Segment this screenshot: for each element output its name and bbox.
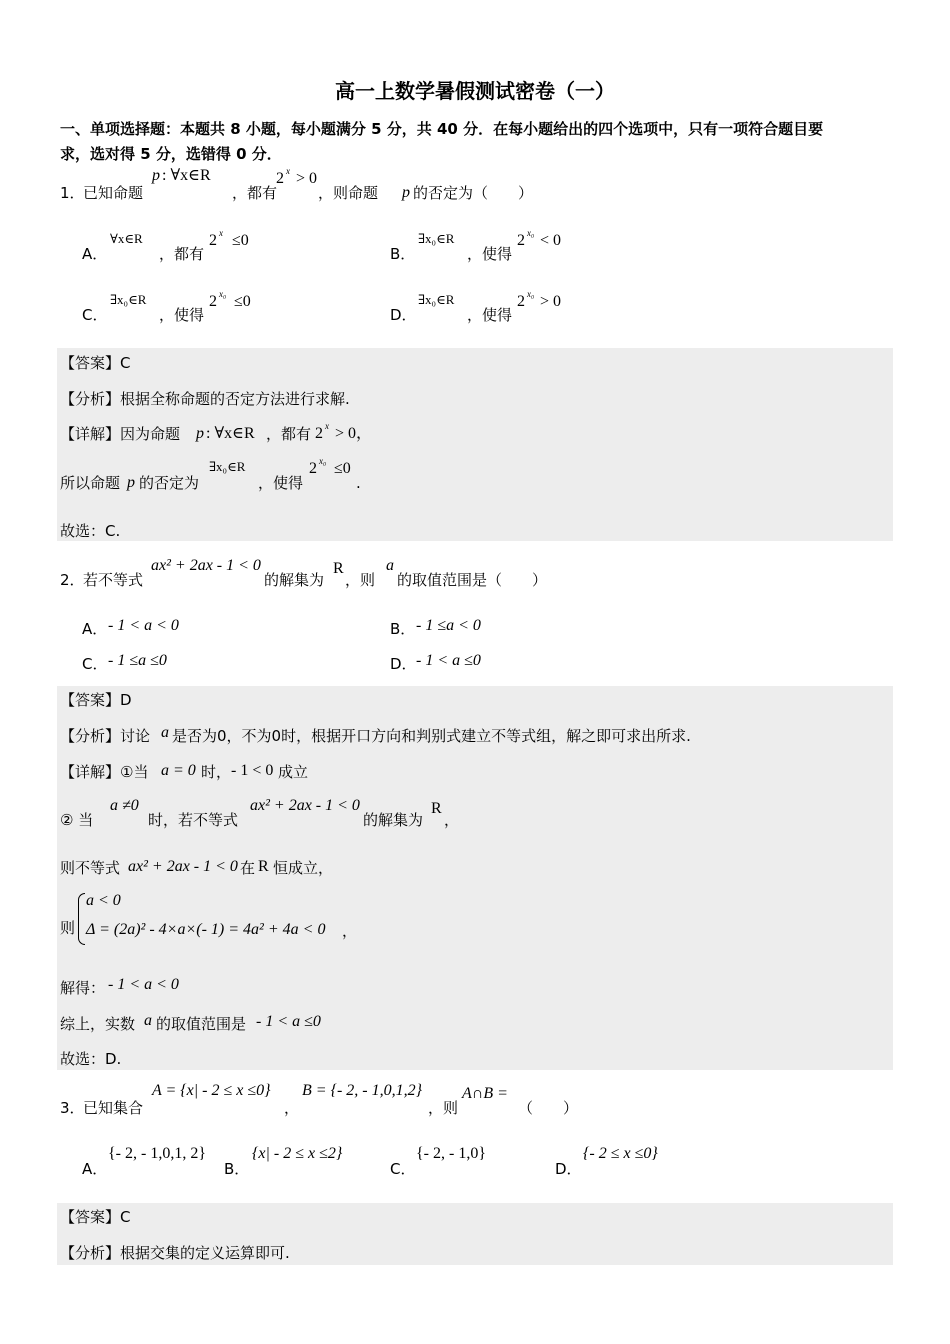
option-label: B． (390, 245, 416, 263)
q2-detail-2-ineq: ax² + 2ax - 1 < 0 (250, 797, 360, 814)
q1-so-quantifier: ∃x₀∈R (209, 459, 246, 474)
q2-detail-2-ne: a ≠0 (110, 797, 139, 814)
q2-detail-3-R: R (258, 858, 269, 875)
q2-detail-3-end: 恒成立， (273, 859, 334, 877)
q1-so-p: p (127, 474, 135, 491)
q3-analysis: 【分析】根据交集的定义运算即可. (60, 1244, 290, 1262)
option-label: C． (390, 1160, 416, 1178)
option-expression: - 1 ≤a < 0 (416, 617, 481, 634)
q2-system-then: 则 (60, 919, 76, 937)
option-relation: < 0 (540, 232, 562, 249)
q2-text-4: 的取值范围是（ ） (397, 571, 548, 589)
option-quantifier: ∃x₀∈R (418, 231, 455, 246)
q2-solve-label: 解得： (60, 979, 106, 997)
q1-so-dot: . (356, 474, 361, 492)
q2-detail-3-ineq: ax² + 2ax - 1 < 0 (128, 858, 238, 875)
q2-summary-label: 综上，实数 (60, 1015, 136, 1033)
q1-detail-gt0: > 0， (335, 425, 373, 442)
option-label: D． (390, 306, 417, 324)
q2-detail-2-text-2: 的解集为 (363, 811, 424, 829)
q1-two: 2 (276, 170, 284, 187)
q3-comma-1: ， (284, 1099, 300, 1117)
q1-answer: 【答案】C (60, 354, 131, 372)
q2-detail-1-label: 【详解】①当 (60, 763, 149, 781)
q1-detail-text: ，都有 (266, 425, 312, 443)
q1-text-1: 已知命题 (83, 184, 144, 202)
option-label: C． (82, 306, 108, 324)
option-expression: {- 2, - 1,0,1, 2} (108, 1145, 207, 1162)
q2-summary-text: 的取值范围是 (156, 1015, 247, 1033)
option-exponent: x₀ (219, 289, 227, 299)
option-label: A． (82, 620, 108, 638)
option-relation: ≤0 (234, 293, 251, 310)
q2-text-3: ，则 (345, 571, 376, 589)
q1-prop-p: p (152, 167, 160, 184)
q3-intersection: A∩B = (462, 1085, 508, 1102)
option-separator: ，使得 (467, 245, 513, 263)
option-separator: ，使得 (159, 306, 205, 324)
q1-exp-x: x (286, 166, 290, 176)
option-base: 2 (209, 232, 217, 249)
option-separator: ，都有 (159, 245, 205, 263)
q2-choose: 故选：D. (60, 1050, 122, 1068)
q2-analysis-text: 是否为0，不为0时，根据开口方向和判别式建立不等式组，解之即可求出所求. (172, 727, 691, 745)
option-exponent: x (219, 228, 223, 238)
q2-number: 2． (60, 571, 85, 589)
q1-analysis: 【分析】根据全称命题的否定方法进行求解. (60, 390, 350, 408)
q1-so-exp: x₀ (319, 456, 327, 466)
q2-R: R (333, 560, 344, 577)
q3-text-1: 已知集合 (83, 1099, 144, 1117)
q2-analysis-label: 【分析】讨论 (60, 727, 151, 745)
q1-so-text-2: 的否定为 (139, 474, 200, 492)
q3-text-2: ，则 (428, 1099, 459, 1117)
q2-detail-1-text: 时， (201, 763, 232, 781)
option-expression: {x| - 2 ≤ x ≤2} (252, 1145, 343, 1162)
q2-answer: 【答案】D (60, 691, 132, 709)
q1-solution-block (57, 348, 893, 541)
q1-detail-p: p (196, 425, 204, 442)
q2-detail-1-end: 成立 (278, 763, 309, 781)
q2-detail-3-label: 则不等式 (60, 859, 121, 877)
q1-number: 1． (60, 184, 85, 202)
option-expression: {- 2 ≤ x ≤0} (583, 1145, 658, 1162)
q2-detail-2-end: ， (444, 811, 460, 829)
q2-detail-2-R: R (431, 800, 442, 817)
option-label: C． (82, 655, 108, 673)
q2-detail-2-text: 时，若不等式 (148, 811, 239, 829)
q2-system-line-1: a < 0 (86, 892, 121, 909)
option-base: 2 (209, 293, 217, 310)
q3-set-b: B = {- 2, - 1,0,1,2} (302, 1082, 423, 1099)
q2-detail-1-expr: - 1 < 0 (231, 762, 274, 779)
q1-so-text-3: ，使得 (258, 474, 304, 492)
q2-detail-3-text: 在 (240, 859, 256, 877)
option-base: 2 (517, 232, 525, 249)
option-quantifier: ∃x₀∈R (418, 292, 455, 307)
option-label: A． (82, 1160, 108, 1178)
q1-so-base: 2 (309, 460, 317, 477)
option-separator: ，使得 (467, 306, 513, 324)
q2-system-line-2: Δ = (2a)² - 4×a×(- 1) = 4a² + 4a < 0 (86, 921, 326, 938)
q2-summary-expr: - 1 < a ≤0 (256, 1013, 321, 1030)
system-brace (78, 893, 85, 945)
option-exponent: x₀ (527, 228, 535, 238)
q1-choose: 故选：C. (60, 522, 121, 540)
option-label: A． (82, 245, 108, 263)
option-exponent: x₀ (527, 289, 535, 299)
option-expression: {- 2, - 1,0} (416, 1145, 487, 1162)
option-expression: - 1 ≤a ≤0 (108, 652, 167, 669)
option-quantifier: ∃x₀∈R (110, 292, 147, 307)
option-label: D． (555, 1160, 582, 1178)
q2-inequality: ax² + 2ax - 1 < 0 (151, 557, 261, 574)
option-expression: - 1 < a ≤0 (416, 652, 481, 669)
q2-a: a (386, 557, 394, 574)
q1-forall: : ∀x∈R (162, 167, 211, 184)
q1-detail-two: 2 (315, 425, 323, 442)
q2-text-1: 若不等式 (83, 571, 144, 589)
option-label: B． (390, 620, 416, 638)
option-relation: ≤0 (232, 232, 249, 249)
q1-detail-label: 【详解】因为命题 (60, 425, 181, 443)
q2-detail-1-eq: a = 0 (161, 762, 196, 779)
option-label: B． (224, 1160, 250, 1178)
q2-text-2: 的解集为 (264, 571, 325, 589)
option-relation: > 0 (540, 293, 562, 310)
q2-detail-2-label: ② 当 (60, 811, 94, 829)
q1-gt0: > 0 (296, 170, 318, 187)
option-quantifier: ∀x∈R (110, 231, 143, 246)
q1-text-4: 的否定为（ ） (413, 184, 534, 202)
q1-detail-exp: x (325, 421, 329, 431)
q2-solve-expr: - 1 < a < 0 (108, 976, 179, 993)
q1-detail-forall: : ∀x∈R (206, 425, 255, 442)
q1-text-3: ，则命题 (318, 184, 379, 202)
option-base: 2 (517, 293, 525, 310)
q2-system-comma: ， (342, 922, 358, 940)
q3-answer: 【答案】C (60, 1208, 131, 1226)
section-heading-line2: 求，选对得 5 分，选错得 0 分． (60, 145, 282, 163)
q1-so-text: 所以命题 (60, 474, 121, 492)
q3-text-3: （ ） (518, 1099, 579, 1117)
q1-so-rel: ≤0 (334, 460, 351, 477)
q2-summary-a: a (144, 1012, 152, 1029)
option-expression: - 1 < a < 0 (108, 617, 179, 634)
q1-text-2: ，都有 (232, 184, 278, 202)
q3-set-a: A = {x| - 2 ≤ x ≤0} (152, 1082, 271, 1099)
q2-analysis-a: a (161, 724, 169, 741)
q1-p: p (402, 184, 410, 201)
page-title: 高一上数学暑假测试密卷（一） (335, 79, 615, 103)
section-heading-line1: 一、单项选择题：本题共 8 小题，每小题满分 5 分，共 40 分．在每小题给出的四个选项中，只有一项符合题目要 (60, 120, 824, 138)
option-label: D． (390, 655, 417, 673)
q3-number: 3． (60, 1099, 85, 1117)
